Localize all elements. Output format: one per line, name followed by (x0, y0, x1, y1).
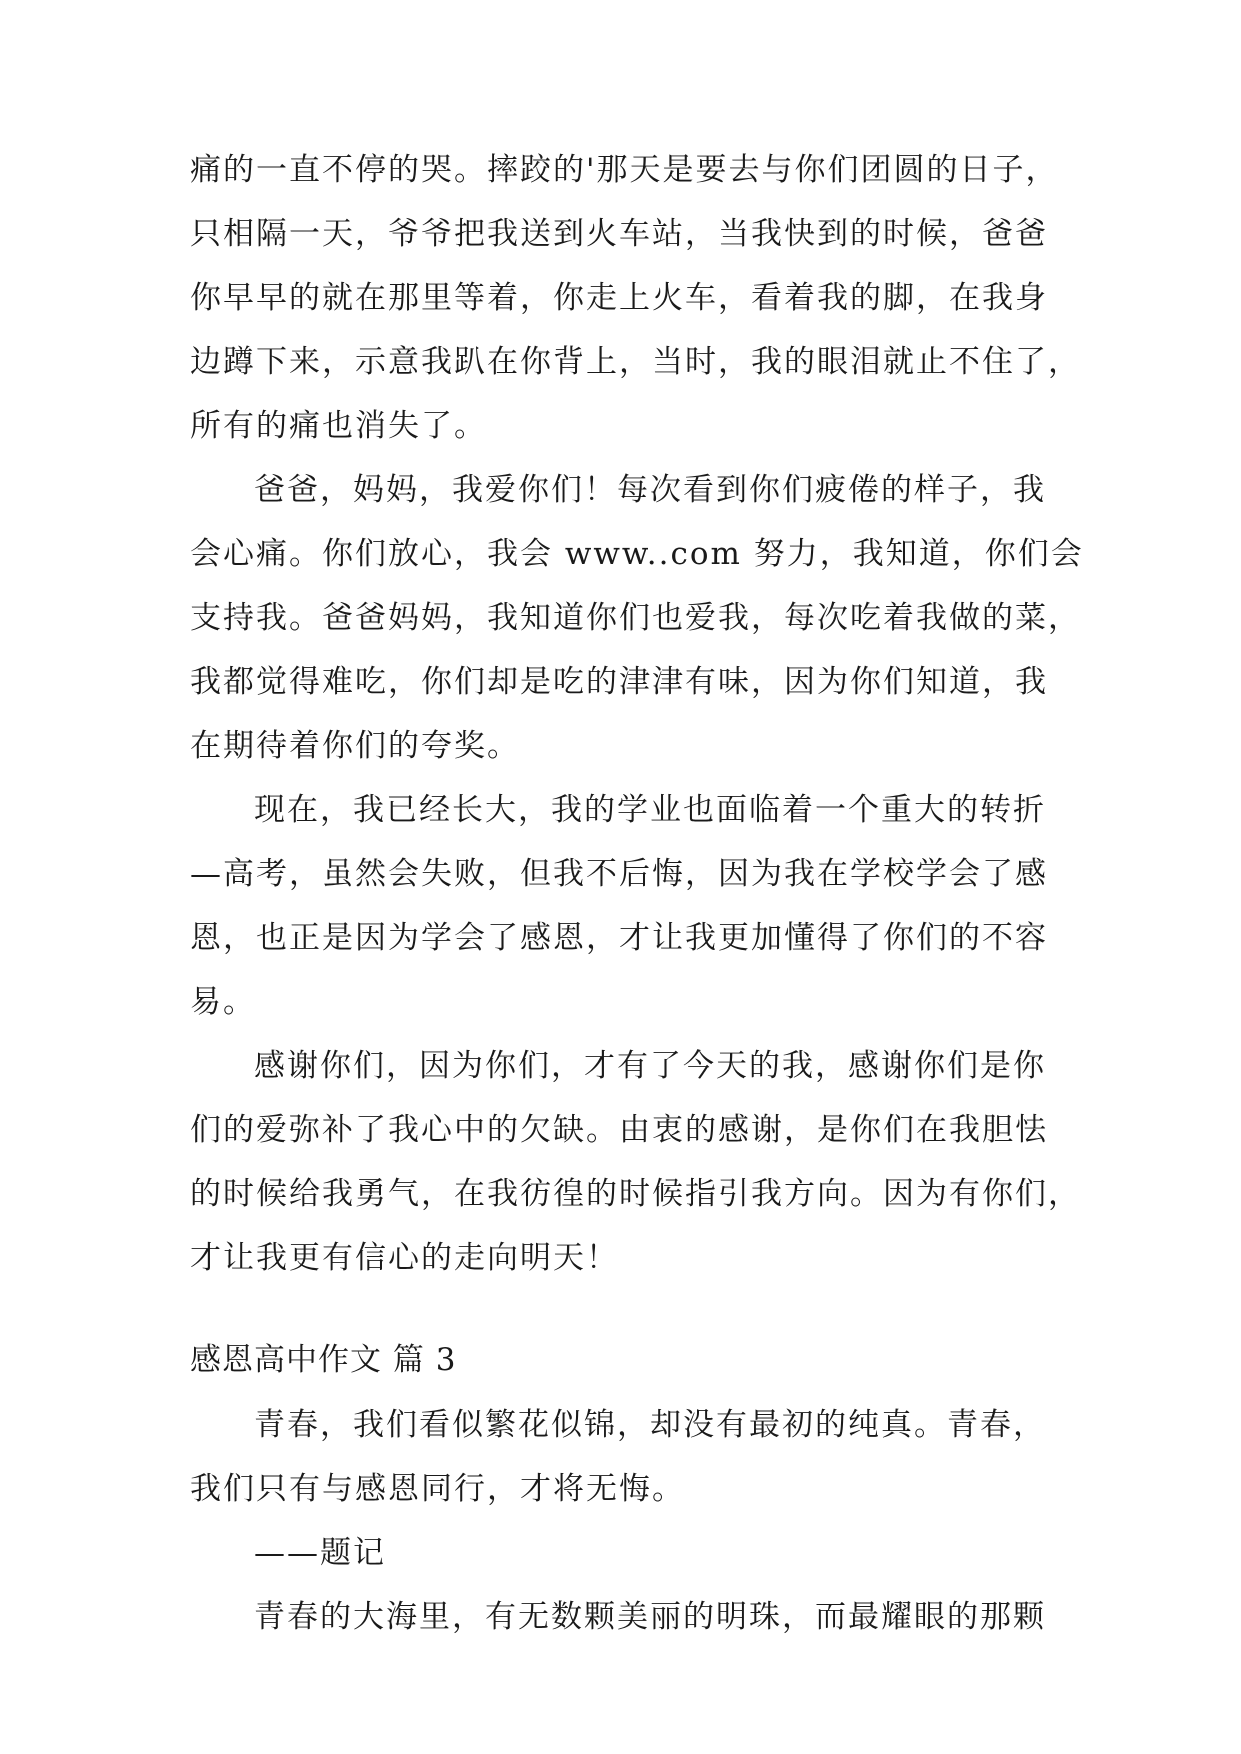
text-line: 边蹲下来，示意我趴在你背上，当时，我的眼泪就止不住了， (190, 344, 1081, 380)
text-line: —高考，虽然会失败，但我不后悔，因为我在学校学会了感 (190, 856, 1048, 892)
text-line: 感谢你们，因为你们，才有了今天的我，感谢你们是你 (254, 1048, 1046, 1084)
text-line: 爸爸，妈妈，我爱你们！每次看到你们疲倦的样子，我 (254, 472, 1046, 508)
text-line: 现在，我已经长大，我的学业也面临着一个重大的转折 (254, 792, 1046, 828)
text-line: 支持我。爸爸妈妈，我知道你们也爱我，每次吃着我做的菜， (190, 600, 1081, 636)
text-line: 痛的一直不停的哭。摔跤的'那天是要去与你们团圆的日子， (190, 152, 1059, 188)
text-line: 恩，也正是因为学会了感恩，才让我更加懂得了你们的不容 (190, 920, 1048, 956)
section-heading: 感恩高中作文 篇 3 (190, 1342, 457, 1378)
text-line: 青春，我们看似繁花似锦，却没有最初的纯真。青春， (254, 1407, 1046, 1443)
text-line: 们的爱弥补了我心中的欠缺。由衷的感谢，是你们在我胆怯 (190, 1112, 1048, 1148)
text-line: 会心痛。你们放心，我会 www..com 努力，我知道，你们会 (190, 536, 1084, 572)
text-line: 我都觉得难吃，你们却是吃的津津有味，因为你们知道，我 (190, 664, 1048, 700)
text-line: 我们只有与感恩同行，才将无悔。 (190, 1471, 685, 1507)
text-line: 易。 (190, 984, 256, 1020)
text-line: 才让我更有信心的走向明天！ (190, 1240, 619, 1276)
text-line: ——题记 (254, 1535, 386, 1571)
text-line: 青春的大海里，有无数颗美丽的明珠，而最耀眼的那颗 (254, 1599, 1046, 1635)
text-line: 所有的痛也消失了。 (190, 408, 487, 444)
text-line: 你早早的就在那里等着，你走上火车，看着我的脚，在我身 (190, 280, 1048, 316)
text-line: 在期待着你们的夸奖。 (190, 728, 520, 764)
text-line: 的时候给我勇气，在我彷徨的时候指引我方向。因为有你们， (190, 1176, 1081, 1212)
text-line: 只相隔一天，爷爷把我送到火车站，当我快到的时候，爸爸 (190, 216, 1048, 252)
